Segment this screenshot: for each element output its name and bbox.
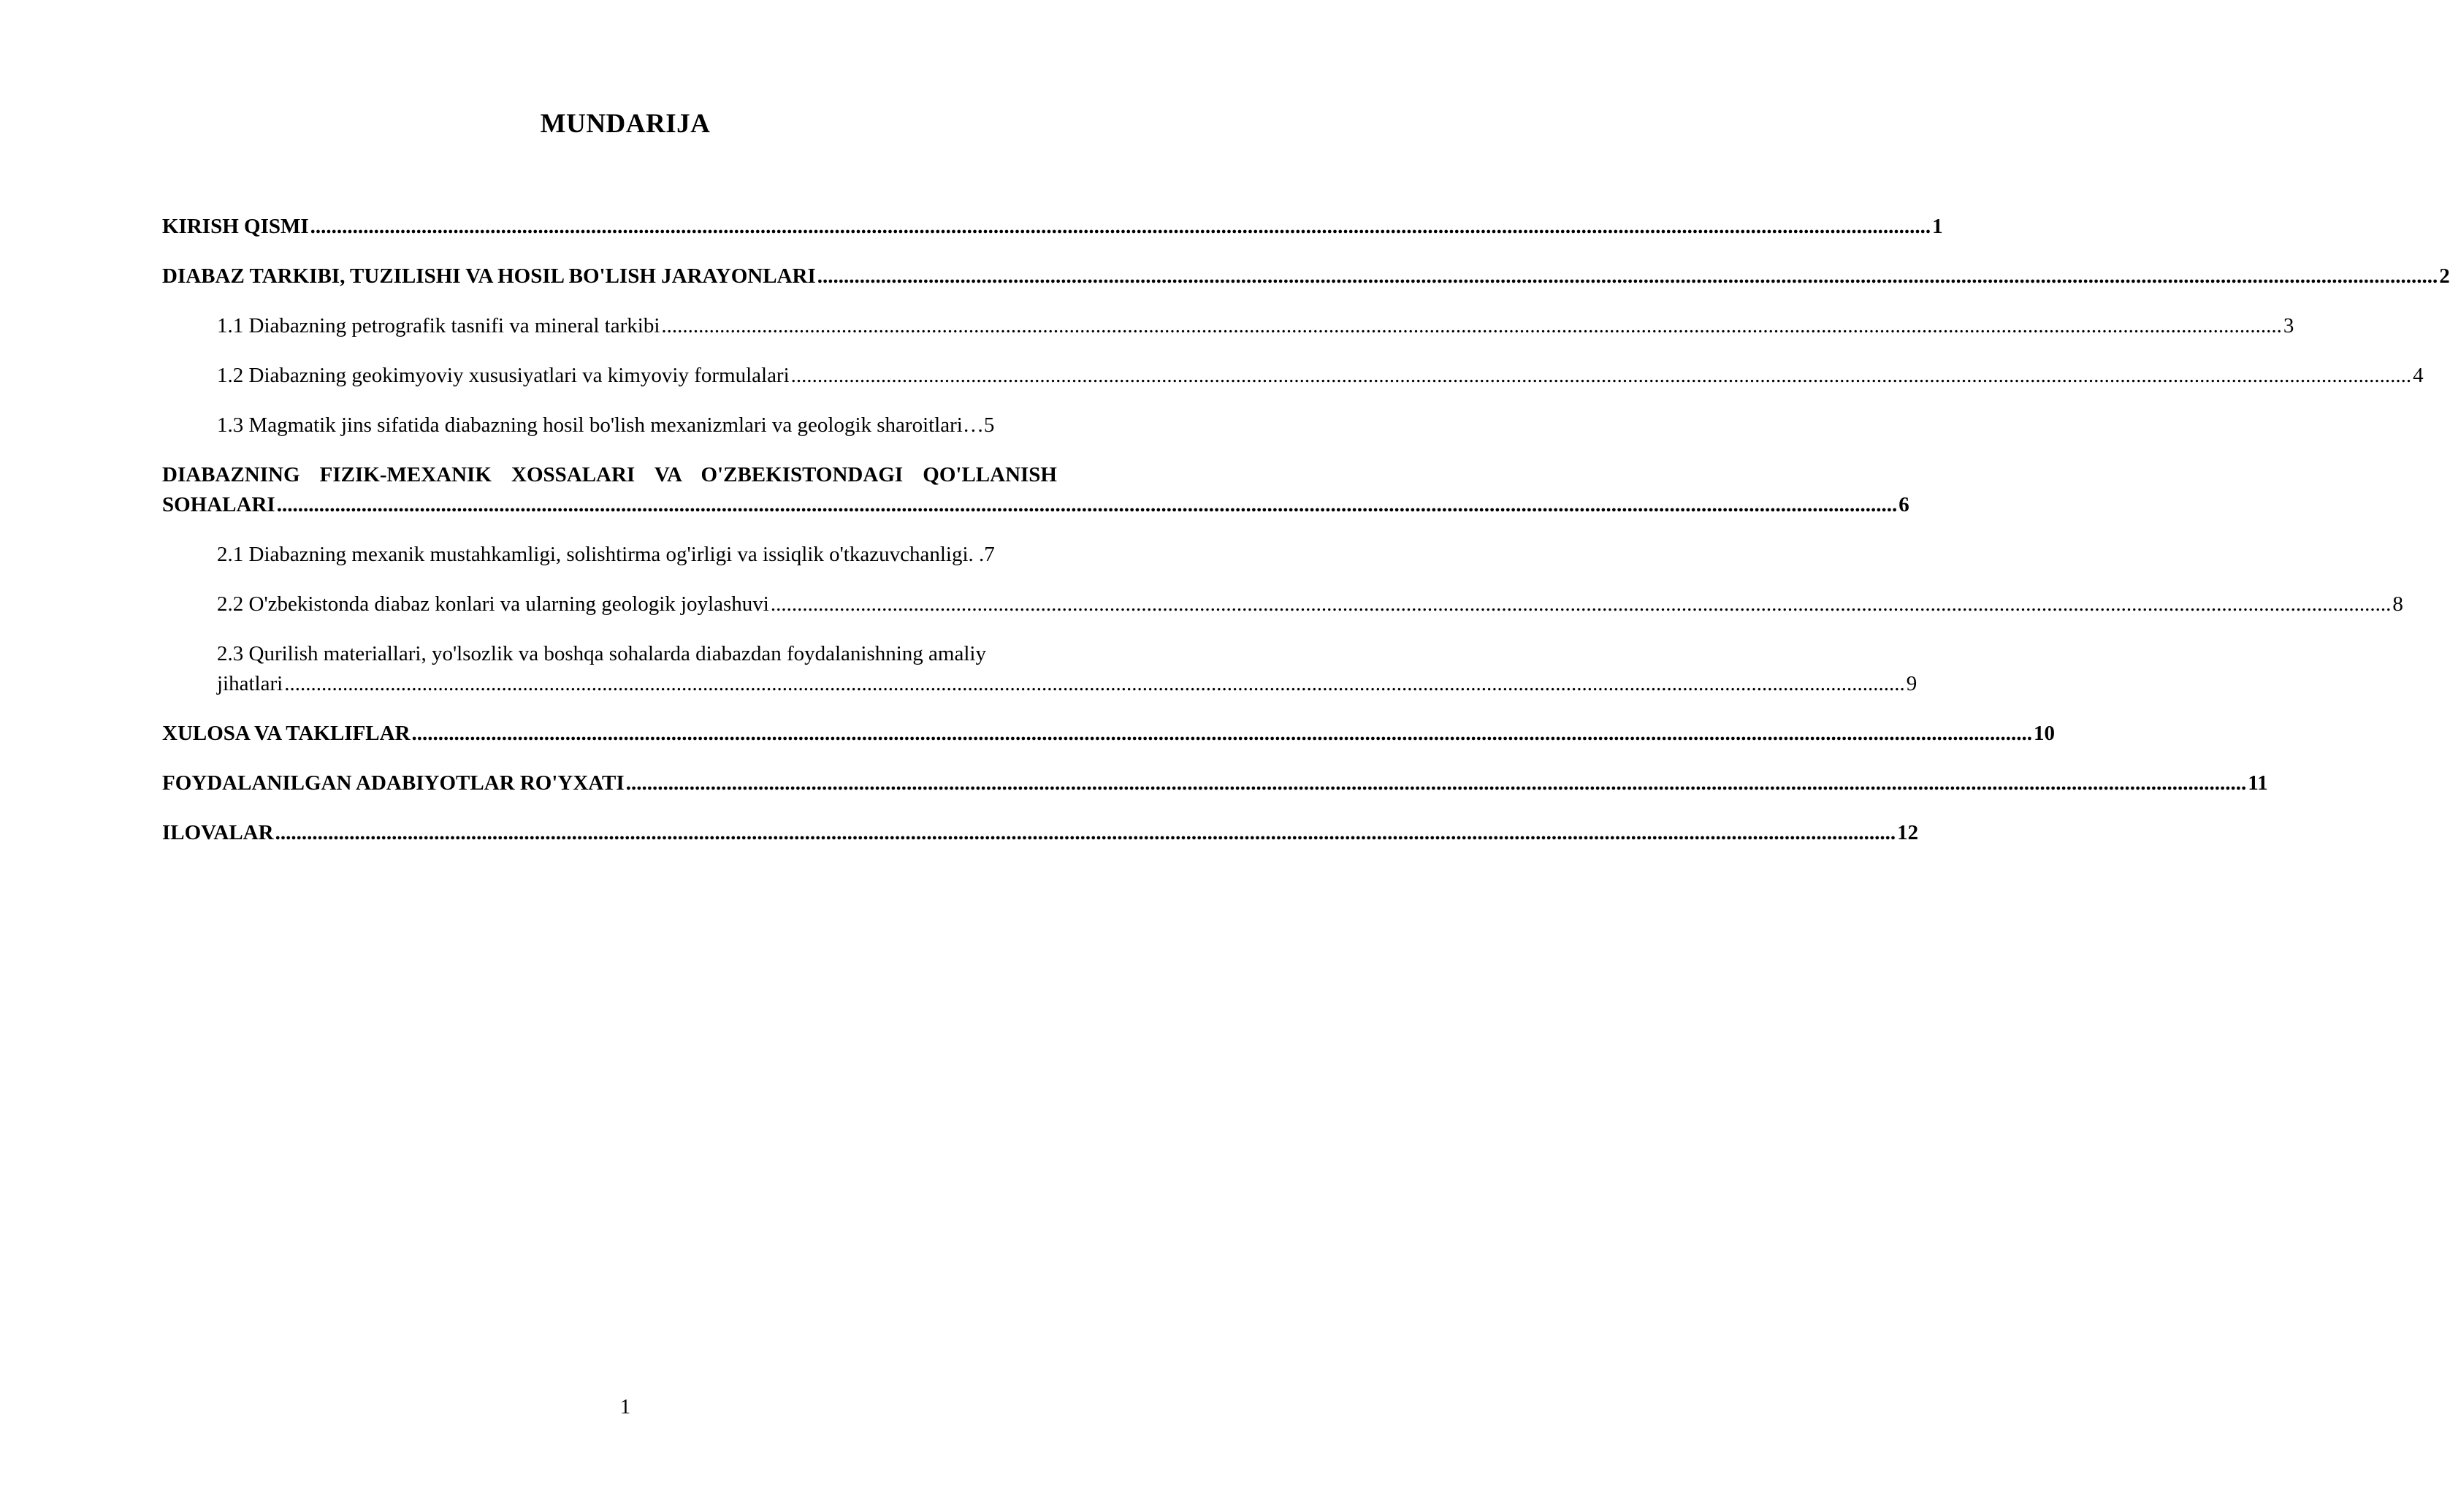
toc-page-number: 8	[2392, 592, 2403, 616]
page-number: 1	[619, 1395, 631, 1419]
toc-page-number: 11	[2248, 771, 2268, 795]
toc-entry-label: DIABAZ TARKIBI, TUZILISHI VA HOSIL BO'LISH JARAYONLARI	[162, 264, 816, 288]
toc-page-number: 12	[1897, 821, 1919, 844]
toc-entry-label: 1.3 Magmatik jins sifatida diabazning hosil bo'lish mexanizmlari va geologik sharoitlari…	[217, 413, 984, 437]
toc-entry-ilovalar[interactable]	[162, 818, 1919, 848]
dot-leader	[275, 818, 1896, 848]
dot-leader	[771, 589, 2392, 619]
toc-entry-label: 2.1 Diabazning mexanik mustahkamligi, solishtirma og'irligi va issiqlik o'tkazuvchanligi. .	[217, 543, 985, 566]
toc-entry-chapter-1[interactable]	[162, 261, 2450, 291]
toc-page-number: 1	[1932, 215, 1943, 238]
toc-page-number: 10	[2034, 722, 2056, 745]
toc-entry-2-3[interactable]	[217, 639, 1917, 699]
toc-page-number: 3	[2283, 314, 2294, 337]
toc-page-number: 2	[2439, 264, 2450, 288]
dot-leader	[310, 212, 1931, 242]
toc-entry-label: 1.2 Diabazning geokimyoviy xususiyatlari va kimyoviy formulalari	[217, 364, 790, 387]
toc-entry-xulosa[interactable]	[162, 719, 2056, 749]
dot-leader	[817, 261, 2438, 291]
toc-entry-2-1[interactable]	[217, 540, 1057, 570]
toc-entry-label: XULOSA VA TAKLIFLAR	[162, 722, 411, 745]
toc-entry-1-2[interactable]	[217, 361, 2424, 391]
dot-leader	[412, 719, 2033, 749]
toc-page-number: 5	[983, 413, 995, 437]
toc-entry-label-line1: 2.3 Qurilish materiallari, yo'lsozlik va boshqa sohalarda diabazdan foydalanishning amaliy	[217, 642, 986, 665]
toc-entry-label: FOYDALANILGAN ADABIYOTLAR RO'YXATI	[162, 771, 625, 795]
dot-leader	[277, 490, 1898, 520]
toc-page-number: 4	[2413, 364, 2424, 387]
toc-page-number: 6	[1898, 493, 1909, 516]
toc-entry-kirish[interactable]	[162, 212, 1943, 242]
toc-entry-1-3[interactable]	[217, 411, 1057, 440]
toc-entry-2-2[interactable]	[217, 589, 2403, 619]
toc-entry-chapter-2[interactable]	[162, 460, 1909, 520]
dot-leader	[791, 361, 2412, 391]
dot-leader	[661, 311, 2282, 341]
toc-entry-label: ILOVALAR	[162, 821, 274, 844]
toc-entry-adabiyotlar[interactable]	[162, 768, 2268, 798]
dot-leader	[626, 768, 2247, 798]
toc-entry-label: 2.2 O'zbekistonda diabaz konlari va ularning geologik joylashuvi	[217, 592, 769, 616]
dot-leader	[284, 669, 1905, 699]
toc-entry-label-line1: DIABAZNING FIZIK-MEXANIK XOSSALARI VA O'ZBEKISTONDAGI QO'LLANISH	[162, 463, 1057, 486]
toc-entry-label-line2: SOHALARI	[162, 493, 275, 516]
toc-entry-label: KIRISH QISMI	[162, 215, 309, 238]
toc-entry-label: 1.1 Diabazning petrografik tasnifi va mineral tarkibi	[217, 314, 660, 337]
toc-page-number: 7	[984, 543, 995, 566]
table-of-contents	[162, 212, 2450, 868]
page-title: MUNDARIJA	[540, 109, 711, 139]
toc-entry-label-line2: jihatlari	[217, 672, 283, 695]
toc-page-number: 9	[1906, 672, 1917, 695]
toc-entry-1-1[interactable]	[217, 311, 2294, 341]
